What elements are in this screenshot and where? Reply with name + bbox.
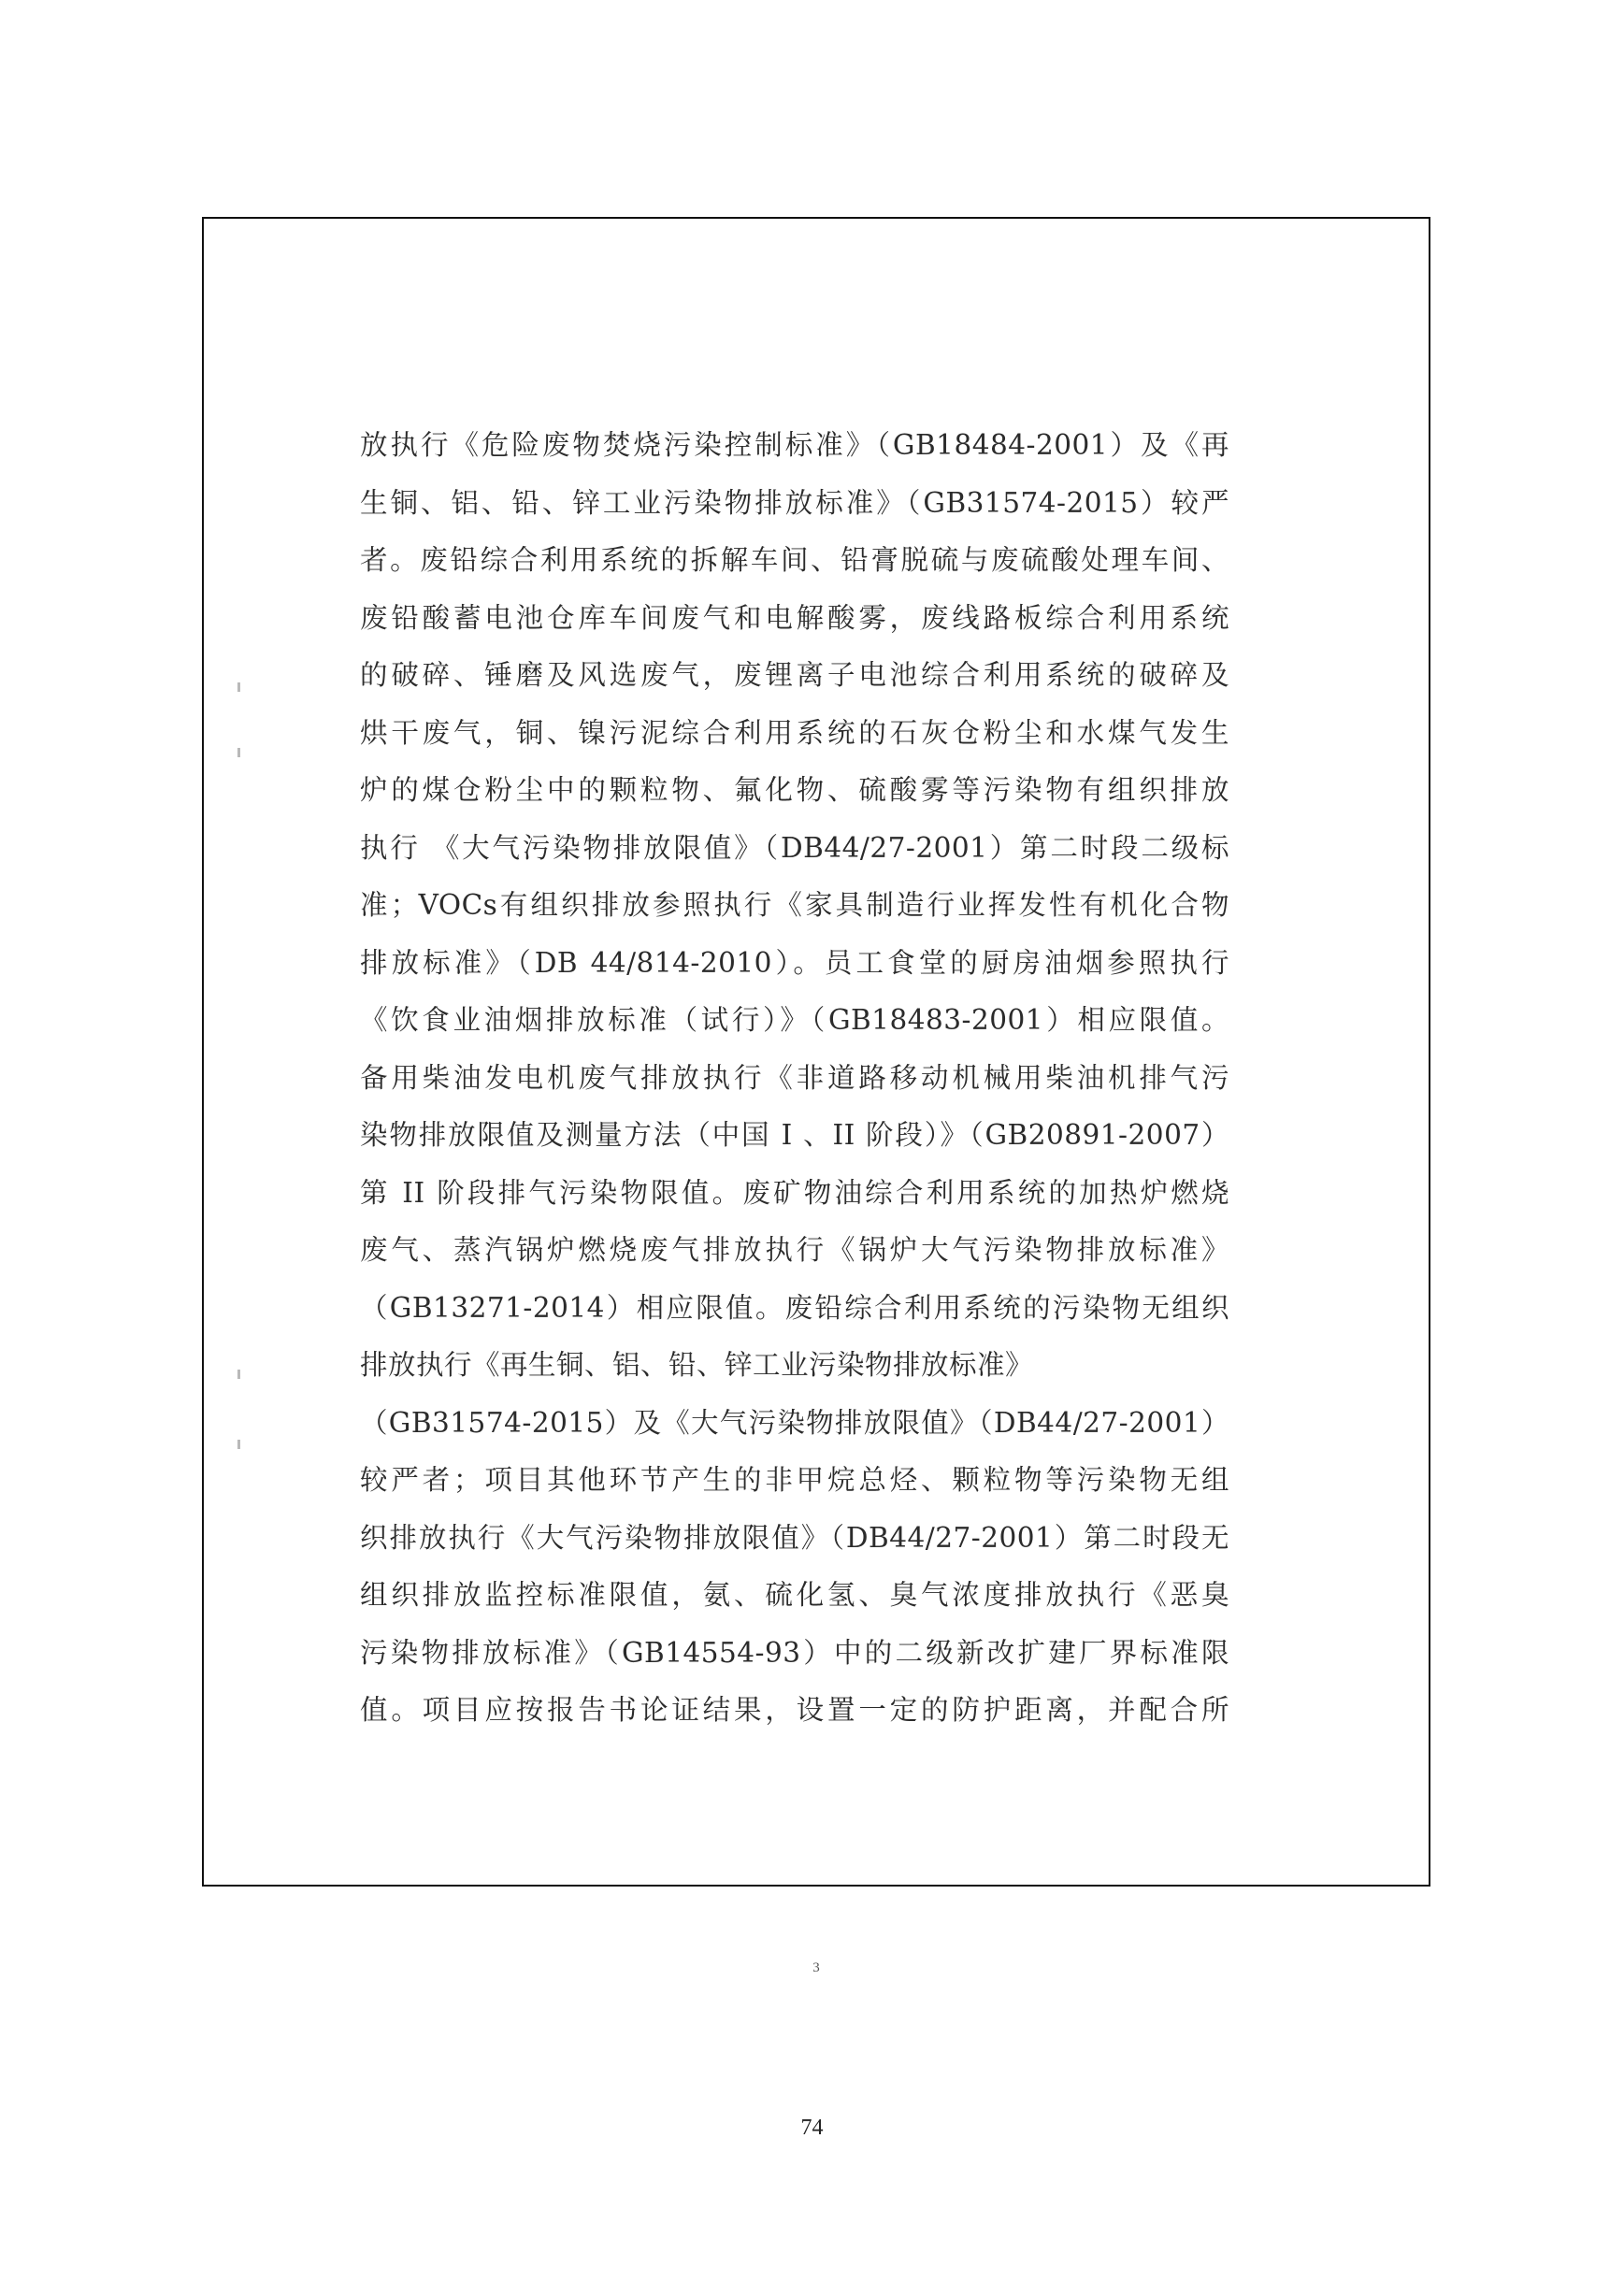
text-line: 放执行《危险废物焚烧污染控制标准》（GB18484-2001）及《再 bbox=[360, 429, 1229, 461]
text-line: 废铅酸蓄电池仓库车间废气和电解酸雾，废线路板综合利用系统 bbox=[360, 601, 1229, 634]
text-line: 废气、蒸汽锅炉燃烧废气排放执行《锅炉大气污染物排放标准》 bbox=[360, 1234, 1229, 1266]
text-line: 烘干废气，铜、镍污泥综合利用系统的石灰仓粉尘和水煤气发生 bbox=[360, 716, 1229, 749]
scan-margin-mark bbox=[237, 1370, 240, 1379]
text-line: 的破碎、锤磨及风选废气，废锂离子电池综合利用系统的破碎及 bbox=[360, 659, 1229, 691]
text-line: 生铜、铝、铅、锌工业污染物排放标准》（GB31574-2015）较严 bbox=[360, 486, 1229, 519]
scanned-body-text bbox=[360, 417, 1229, 1740]
text-line: 炉的煤仓粉尘中的颗粒物、氟化物、硫酸雾等污染物有组织排放 bbox=[360, 774, 1229, 806]
text-line: （GB13271-2014）相应限值。废铅综合利用系统的污染物无组织 bbox=[360, 1291, 1229, 1324]
text-line: 第 II 阶段排气污染物限值。废矿物油综合利用系统的加热炉燃烧 bbox=[360, 1176, 1229, 1209]
text-line: 织排放执行《大气污染物排放限值》（DB44/27-2001）第二时段无 bbox=[360, 1521, 1229, 1554]
text-line: 染物排放限值及测量方法（中国 I 、II 阶段）》（GB20891-2007） bbox=[360, 1119, 1229, 1151]
text-line: 排放执行《再生铜、铝、铅、锌工业污染物排放标准》 bbox=[360, 1349, 1034, 1381]
text-line: 执行 《大气污染物排放限值》（DB44/27-2001）第二时段二级标 bbox=[360, 831, 1229, 864]
text-line: 备用柴油发电机废气排放执行《非道路移动机械用柴油机排气污 bbox=[360, 1061, 1229, 1094]
text-line: 值。项目应按报告书论证结果，设置一定的防护距离，并配合所 bbox=[360, 1694, 1229, 1726]
text-line: 污染物排放标准》（GB14554-93）中的二级新改扩建厂界标准限 bbox=[360, 1636, 1229, 1669]
inner-page-number: 3 bbox=[812, 1960, 820, 1975]
scan-margin-mark bbox=[237, 1440, 240, 1449]
text-line: 者。废铅综合利用系统的拆解车间、铅膏脱硫与废硫酸处理车间、 bbox=[360, 544, 1229, 576]
text-line: 排放标准》（DB 44/814-2010）。员工食堂的厨房油烟参照执行 bbox=[360, 946, 1229, 979]
text-line: 准；VOCs有组织排放参照执行《家具制造行业挥发性有机化合物 bbox=[360, 889, 1229, 921]
text-line: 《饮食业油烟排放标准（试行）》（GB18483-2001）相应限值。 bbox=[360, 1004, 1229, 1036]
page-number: 74 bbox=[800, 2116, 824, 2140]
text-line: （GB31574-2015）及《大气污染物排放限值》（DB44/27-2001） bbox=[360, 1406, 1229, 1439]
text-line: 组织排放监控标准限值，氨、硫化氢、臭气浓度排放执行《恶臭 bbox=[360, 1579, 1229, 1611]
scan-margin-mark bbox=[237, 682, 240, 692]
scan-margin-mark bbox=[237, 748, 240, 757]
text-line: 较严者；项目其他环节产生的非甲烷总烃、颗粒物等污染物无组 bbox=[360, 1464, 1229, 1496]
